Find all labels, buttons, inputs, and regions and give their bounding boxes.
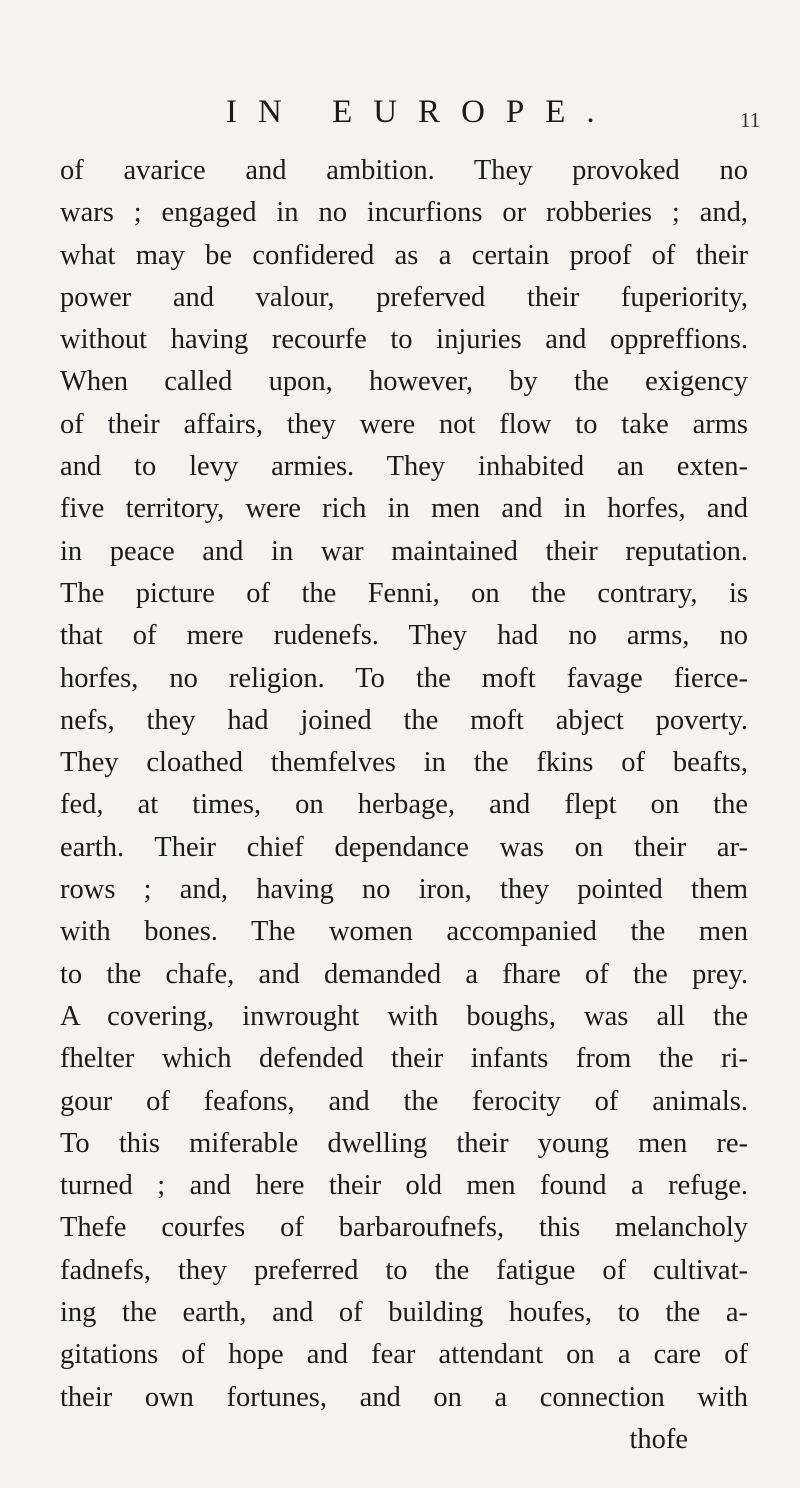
- text-line: Thefe courfes of barbaroufnefs, this melancholy: [60, 1212, 748, 1244]
- text-line: power and valour, preferved their fuperiority,: [60, 281, 748, 313]
- text-line: what may be confidered as a certain proof of their: [60, 239, 748, 271]
- catchword: thofe: [629, 1423, 688, 1455]
- text-line: turned ; and here their old men found a refuge.: [60, 1170, 748, 1202]
- text-line: of their affairs, they were not flow to take arms: [60, 408, 748, 440]
- text-line: earth. Their chief dependance was on their ar-: [60, 831, 748, 863]
- text-line: rows ; and, having no iron, they pointed them: [60, 874, 748, 906]
- text-line: fhelter which defended their infants from the ri-: [60, 1043, 748, 1075]
- text-line: They cloathed themfelves in the fkins of beafts,: [60, 747, 748, 779]
- text-line: fed, at times, on herbage, and flept on the: [60, 789, 748, 821]
- text-line: to the chafe, and demanded a fhare of the prey.: [60, 958, 748, 990]
- text-line: gitations of hope and fear attendant on a care of: [60, 1339, 748, 1371]
- text-line: nefs, they had joined the moft abject poverty.: [60, 704, 748, 736]
- text-line: their own fortunes, and on a connection with: [60, 1381, 748, 1413]
- text-line: To this miferable dwelling their young men re-: [60, 1127, 748, 1159]
- text-line: The picture of the Fenni, on the contrary, is: [60, 577, 748, 609]
- page-number: 11: [740, 108, 761, 132]
- text-line: fadnefs, they preferred to the fatigue of cultivat-: [60, 1254, 748, 1286]
- running-head: IN EUROPE.: [226, 94, 616, 130]
- text-line: without having recourfe to injuries and oppreffions.: [60, 324, 748, 356]
- text-line: When called upon, however, by the exigency: [60, 366, 748, 398]
- text-line: in peace and in war maintained their reputation.: [60, 535, 748, 567]
- text-line: five territory, were rich in men and in horfes, and: [60, 493, 748, 525]
- text-line: gour of feafons, and the ferocity of animals.: [60, 1085, 748, 1117]
- text-line: and to levy armies. They inhabited an exten-: [60, 451, 748, 483]
- body-text: [60, 150, 748, 1461]
- text-line: that of mere rudenefs. They had no arms, no: [60, 620, 748, 652]
- text-line: horfes, no religion. To the moft favage fierce-: [60, 662, 748, 694]
- text-line: of avarice and ambition. They provoked no: [60, 155, 748, 186]
- text-line: wars ; engaged in no incurfions or robberies ; and,: [60, 197, 748, 229]
- text-line: ing the earth, and of building houfes, to the a-: [60, 1297, 748, 1329]
- text-line: A covering, inwrought with boughs, was all the: [60, 1000, 748, 1032]
- text-line: with bones. The women accompanied the men: [60, 916, 748, 948]
